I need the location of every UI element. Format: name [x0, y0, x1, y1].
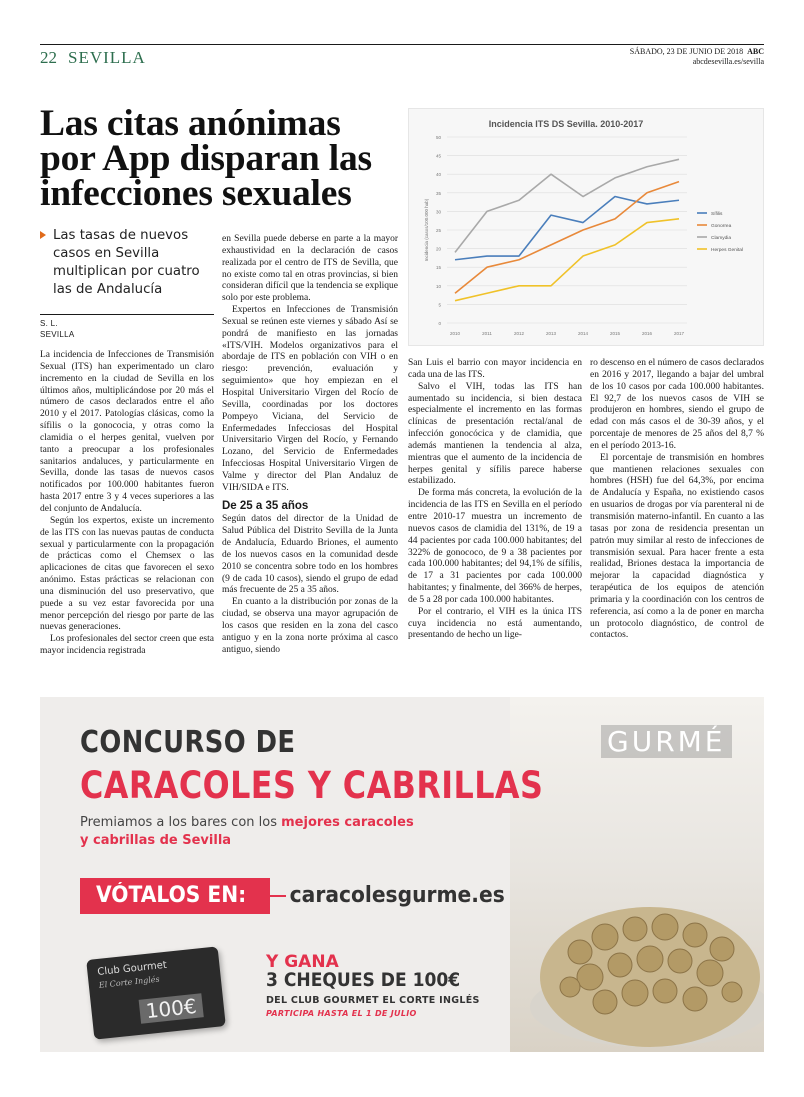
date-text: SÁBADO, 23 DE JUNIO DE 2018: [629, 47, 744, 56]
paragraph: en Sevilla puede deberse en parte a la mayor exhaustividad en la declaración de casos realizada por el centro de ITS de Sevilla, que no existe como tal en otras provincias, si bien consideran difícil que la tendencia se explique solo por este problema.: [222, 234, 398, 304]
legend-label: Clamydia: [711, 236, 731, 241]
subtitle-text: Las tasas de nuevos casos en Sevilla multiplican por cuatro las de Andalucía: [53, 228, 200, 297]
brand-name: ABC: [747, 47, 764, 56]
chart-x-ticks: [450, 331, 685, 336]
y-tick-label: 50: [435, 135, 441, 140]
paragraph: En cuanto a la distribución por zonas de la ciudad, se observa una mayor agrupación de los casos que residen en la zona del casco antiguo y en la zona norte próxima al casco antiguo, siendo: [222, 597, 398, 655]
byline-place: SEVILLA: [40, 330, 75, 339]
page-number: 22: [40, 48, 57, 67]
series-line-clamydia: [455, 159, 679, 252]
headline: Las citas anónimas por App disparan las infecciones sexuales: [40, 103, 372, 214]
y-tick-label: 20: [435, 246, 441, 252]
gift-card-image: [86, 946, 226, 1039]
paragraph: Por el contrario, el VIH es la única ITS cuya incidencia no está aumentando, presentando de hecho un lige-: [408, 606, 582, 641]
legend-label: Gonorrea: [711, 224, 732, 229]
x-tick-label: 2013: [545, 331, 557, 336]
subheading: De 25 a 35 años: [222, 499, 309, 512]
gift-line-4: PARTICIPA HASTA EL 1 DE JULIO: [266, 1009, 417, 1018]
card-value: 100€: [139, 993, 204, 1023]
section-name: SEVILLA: [68, 48, 146, 67]
vote-url-link[interactable]: caracolesgurme.es: [286, 883, 508, 908]
paragraph: Según los expertos, existe un incremento de las ITS con las nuevas pautas de conducta sexual y particularmente con la propagación de prácticas como el Chemsex o las aplicaciones de citas que favorecen el sexo anónimo. Estas prácticas se relacionan con una disminución del uso preservativo, que puede a su vez estar favorecida por una menor percepción del riesgo por parte de las nuevas generaciones.: [40, 515, 214, 633]
gift-line-2: 3 CHEQUES DE 100€: [266, 969, 461, 991]
article-column-2: [222, 234, 398, 657]
chart-ylabel: Incidencia (casos/100.000 hab): [424, 198, 429, 262]
series-line-gonorrea: [455, 182, 679, 294]
y-tick-label: 0: [438, 321, 441, 326]
x-tick-label: 2011: [482, 331, 492, 336]
paragraph: La incidencia de Infecciones de Transmisión Sexual (ITS) han experimentado un claro incremento en la ciudad de Sevilla en los últimos años, multiplicándose por 20 más el número de casos declarados entre el año 2010 y el 2017. Patologías clásicas, como la sífilis o la gonococia, y otras como la clamidia o el herpes genital, vuelven por tanto a preocupar a los profesionales sanitarios andaluces, y particularmente en Sevilla, donde las tasas de nuevos casos notificados por 100.000 habitantes fueron hasta 2017 entre 3 y 4 veces superiores a las del conjunto de Andalucía.: [40, 350, 214, 514]
article-column-1: [40, 350, 214, 658]
legend-label: Herpes Genital: [711, 248, 743, 253]
paragraph: Salvo el VIH, todas las ITS han aumentado su incidencia, si bien destaca especialmente el incremento en las formas clínicas de presentación rectal/anal de infección gonocócica y de clamidia, que además mantienen la tendencia al alza, mientras que el aumento de la incidencia de herpes genital y sífilis parece haberse estabilizado.: [408, 381, 582, 487]
chart-grid: [447, 137, 687, 323]
x-tick-label: 2017: [673, 331, 685, 336]
y-tick-label: 15: [435, 265, 441, 271]
series-line-herpes-genital: [455, 219, 679, 301]
vote-label: VÓTALOS EN:: [96, 883, 247, 908]
byline-author: S. L.: [40, 319, 58, 328]
paragraph: Los profesionales del sector creen que esta mayor incidencia registrada: [40, 634, 214, 657]
ad-title-line-2: CARACOLES Y CABRILLAS: [80, 764, 544, 807]
snails-bowl-image: [510, 857, 764, 1052]
x-tick-label: 2014: [577, 331, 589, 336]
ad-desc-b: mejores caracoles: [281, 815, 414, 830]
paragraph: El porcentaje de transmisión en hombres que mantienen relaciones sexuales con hombres (HSH) fue del 64,3%, por encima de Andalucía y España, no existiendo casos en usuarios de drogas por vía parenteral ni de transmisión materno-infantil. En cuanto a las tasas por zona de residencia presentan un patrón muy similar al resto de infecciones de transmisión sexual. Para hacer frente a esta realidad, Briones destaca la importancia de mejorar la capacidad diagnóstica y terapéutica de los equipos de atención primaria y la coordinación con los centros de referencia, así como a la de poner en marcha un protocolo diagnóstico, de control de contactos.: [590, 452, 764, 641]
paragraph: San Luis el barrio con mayor incidencia en cada una de las ITS.: [408, 358, 582, 380]
byline-rule: [40, 314, 214, 315]
triangle-bullet-icon: [40, 231, 46, 239]
series-line-sífilis: [455, 197, 679, 260]
paragraph: ro descenso en el número de casos declarados en 2016 y 2017, llegando a bajar del umbral de los 10 casos por cada 100.000 habitantes. El 92,7 de los nuevos casos de VIH se produjeron en hombres, siendo el grupo de edad con más casos el de 30-39 años, y el porcentaje de menores de 25 años del 8,7 % en el período 2013-16.: [590, 358, 764, 451]
ad-title-line-1: CONCURSO DE: [80, 725, 296, 760]
card-subtitle: El Corte Inglés: [98, 974, 161, 990]
gift-line-1: Y GANA: [266, 952, 339, 972]
header-url: abcdesevilla.es/sevilla: [692, 57, 764, 66]
ad-desc-c: y cabrillas de Sevilla: [80, 833, 232, 848]
incidence-chart: [408, 108, 764, 346]
legend-label: Sífilis: [711, 212, 723, 217]
gurme-logo: GURMÉ: [601, 725, 732, 758]
y-tick-label: 30: [435, 209, 441, 215]
y-tick-label: 35: [435, 190, 441, 196]
advertisement[interactable]: [40, 697, 764, 1052]
chart-title: Incidencia ITS DS Sevilla. 2010-2017: [488, 119, 644, 129]
gift-line-3: DEL CLUB GOURMET EL CORTE INGLÉS: [266, 995, 480, 1006]
y-tick-label: 45: [435, 153, 441, 159]
x-tick-label: 2015: [609, 331, 621, 336]
header-rule: [40, 44, 764, 45]
y-tick-label: 25: [435, 228, 441, 233]
chart-y-ticks: [436, 135, 442, 326]
ad-description: [80, 815, 414, 830]
x-tick-label: 2016: [641, 331, 653, 336]
article-column-4: [590, 358, 764, 642]
x-tick-label: 2010: [449, 331, 461, 336]
y-tick-label: 10: [435, 283, 441, 289]
y-tick-label: 40: [435, 172, 441, 178]
paragraph: De forma más concreta, la evolución de la incidencia de las ITS en Sevilla en el período entre 2010-17 muestra un incremento de nuevos casos de clamidia del 131%, de 19 a 44 pacientes por cada 100.000 habitantes; del 322% de gonococo, de 9 a 38 pacientes por cada 100.000 habitantes; del 94,1% de sífilis, de 17 a 31 pacientes por cada 100.000 habitantes; y finalmente, del 366% de herpes, de 5 a 28 por cada 100.000 habitantes.: [408, 488, 582, 605]
card-title: Club Gourmet: [96, 959, 168, 978]
x-tick-label: 2012: [513, 331, 525, 336]
byline: [40, 318, 75, 340]
article-column-3: [408, 358, 582, 642]
ad-desc-a: Premiamos a los bares con los: [80, 815, 277, 830]
paragraph: Expertos en Infecciones de Transmisión Sexual se reúnen este viernes y sábado Así se pondrá de manifiesto en las jornadas «ITS/VIH. Modelos organizativos para el abordaje de ITS en población con VIH o en riesgo: prevención, evaluación y seguimiento» que hoy empiezan en el Hospital Universitario Virgen del Rocío de Sevilla, coordinadas por los doctores Pompeyo Viciana, del Servicio de Enfermedades Infecciosas del Hospital Universitario Virgen del Rocío, y Fernando Lozano, del Servicio de Enfermedades Infecciosas Hospital Universitario Virgen de Valme y director del Plan Andaluz de VIH/SIDA e ITS.: [222, 305, 398, 493]
paragraph: Según datos del director de la Unidad de Salud Pública del Distrito Sevilla de la Junta de Andalucía, Eduardo Briones, el aumento de los nuevos casos en la comunidad desde 2010 se concentra sobre todo en los hombres (9 de cada 10 casos), siendo el grupo de edad más frecuente de 25 a 35 años.: [222, 514, 398, 596]
chart-legend: [697, 211, 743, 253]
header-date: [630, 47, 764, 67]
subtitle: [40, 227, 215, 299]
y-tick-label: 5: [438, 302, 441, 308]
chart-svg: [409, 109, 763, 345]
